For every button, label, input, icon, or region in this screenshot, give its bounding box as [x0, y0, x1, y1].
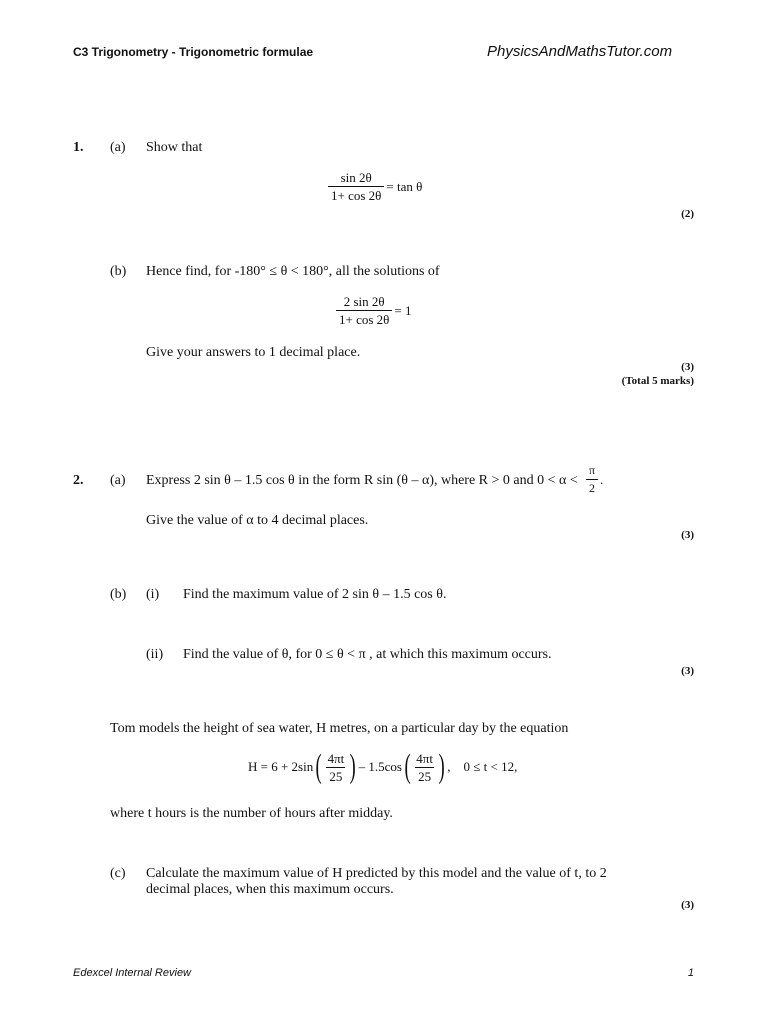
- q2a-label: (a): [110, 473, 126, 488]
- header-website: PhysicsAndMathsTutor.com: [487, 43, 673, 60]
- pi-numerator: π: [589, 463, 596, 477]
- model-fraction-1: [325, 751, 348, 784]
- footer-page-number: 1: [687, 967, 694, 979]
- open-paren-1: (: [315, 748, 323, 785]
- q2b-marks: (3): [681, 665, 694, 677]
- q2a-marks: (3): [681, 529, 694, 541]
- q2a-pi-over-2: [586, 463, 603, 496]
- pi-denominator: 2: [586, 479, 598, 496]
- q1b-marks: (3): [681, 361, 694, 373]
- q1b-instruction: Give your answers to 1 decimal place.: [146, 345, 361, 360]
- model-eq-tail: , 0 ≤ t < 12,: [447, 759, 518, 774]
- q2b-i-text: Find the maximum value of 2 sin θ – 1.5 cos θ.: [183, 587, 447, 602]
- document-header-title: C3 Trigonometry - Trigonometric formulae: [73, 45, 314, 59]
- close-paren-2: ): [438, 748, 445, 785]
- q1a-fraction: [328, 170, 384, 203]
- q1b-fraction: [336, 294, 392, 327]
- open-paren-2: (: [404, 748, 411, 785]
- question-1-number: 1.: [73, 140, 84, 155]
- q1b-denominator: 1+ cos 2θ: [336, 310, 392, 327]
- model-intro: Tom models the height of sea water, H metres, on a particular day by the equation: [110, 721, 569, 736]
- pi-period: .: [600, 471, 604, 487]
- model-eq-lhs: H = 6 + 2sin: [248, 759, 314, 774]
- q2c-line-2: decimal places, when this maximum occurs.: [146, 882, 394, 897]
- model-frac2-num: 4πt: [416, 750, 433, 766]
- model-frac1-den: 25: [326, 767, 345, 784]
- pi-fraction: [586, 463, 598, 496]
- model-frac2-den: 25: [415, 767, 434, 784]
- q1a-equation: [328, 170, 422, 203]
- q1a-marks: (2): [681, 208, 694, 220]
- q1b-label: (b): [110, 264, 127, 279]
- model-eq-mid: – 1.5cos: [358, 759, 402, 774]
- q1-total-marks: (Total 5 marks): [621, 375, 694, 387]
- q1b-numerator: 2 sin 2θ: [343, 294, 385, 309]
- q1b-rhs: = 1: [394, 302, 412, 318]
- q2c-line-1: Calculate the maximum value of H predicted by this model and the value of t, to 2: [146, 866, 607, 881]
- q1b-text: Hence find, for -180° ≤ θ < 180°, all the solutions of: [146, 264, 440, 279]
- model-where: where t hours is the number of hours after midday.: [110, 806, 393, 821]
- q2b-ii-text: Find the value of θ, for 0 ≤ θ < π , at which this maximum occurs.: [183, 647, 552, 662]
- q2c-marks: (3): [681, 899, 694, 911]
- q1a-text: Show that: [146, 140, 203, 155]
- q1b-equation: [336, 294, 411, 327]
- q2b-label: (b): [110, 587, 127, 602]
- q2b-ii-label: (ii): [146, 647, 164, 662]
- model-frac1-num: 4πt: [327, 750, 345, 766]
- q2a-text: Express 2 sin θ – 1.5 cos θ in the form R sin (θ – α), where R > 0 and 0 < α <: [146, 473, 578, 488]
- q2a-instruction: Give the value of α to 4 decimal places.: [146, 513, 369, 528]
- model-equation: [248, 750, 517, 784]
- q1a-label: (a): [110, 140, 126, 155]
- question-2-number: 2.: [73, 473, 84, 488]
- q1a-denominator: 1+ cos 2θ: [328, 186, 384, 203]
- footer-source: Edexcel Internal Review: [73, 967, 192, 979]
- q2c-label: (c): [110, 866, 126, 881]
- q2b-i-label: (i): [146, 587, 160, 602]
- q1a-numerator: sin 2θ: [340, 170, 372, 185]
- model-fraction-2: [413, 751, 436, 784]
- close-paren-1: ): [349, 748, 357, 785]
- q1a-rhs: = tan θ: [386, 178, 423, 194]
